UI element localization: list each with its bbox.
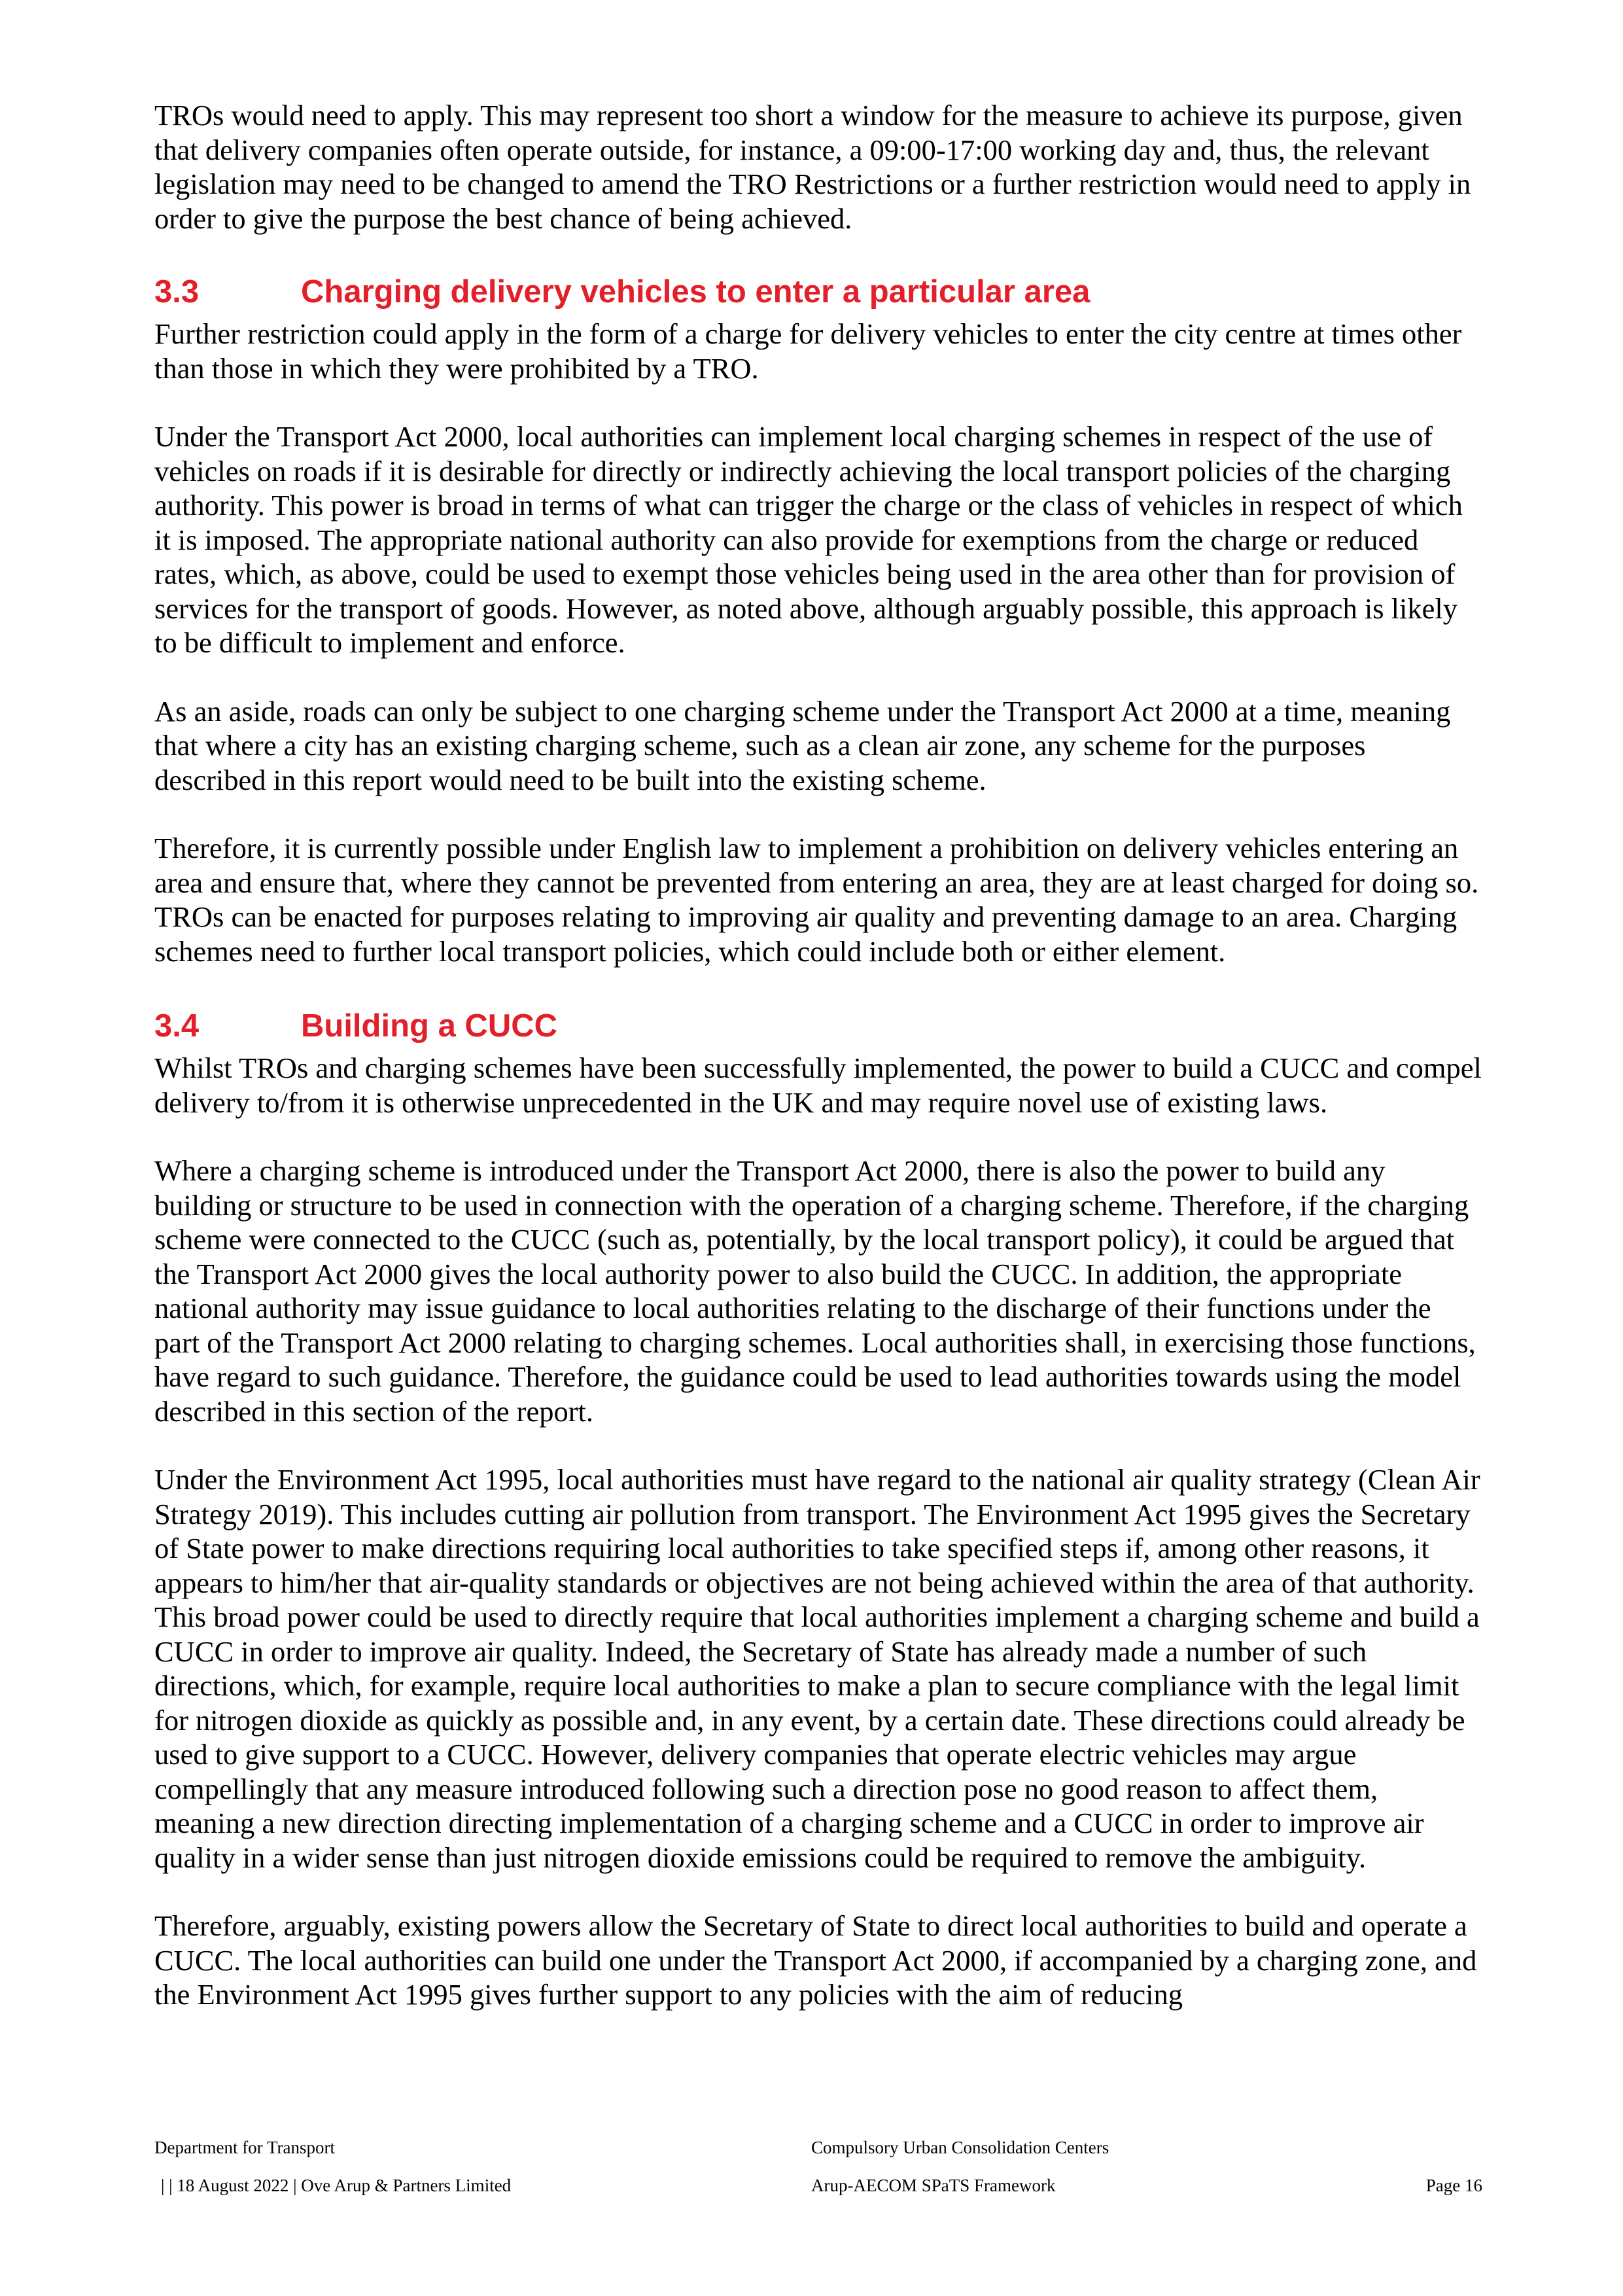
paragraph: Therefore, arguably, existing powers allow the Secretary of State to direct local authorities to build and operate a CUCC. The local authorities can build one under the Transport Act 2000, if accompanied by a charging zone, and the Environment Act 1995 gives further support to any policies with the aim of reducing (154, 1909, 1477, 2011)
footer-row-top (154, 2137, 1482, 2158)
footer-framework: Arup-AECOM SPaTS Framework (811, 2176, 1056, 2195)
paragraph: Whilst TROs and charging schemes have been successfully implemented, the power to build a CUCC and compel delivery to/from it is otherwise unprecedented in the UK and may require novel use of existing laws. (154, 1051, 1482, 1119)
paragraph: Therefore, it is currently possible under English law to implement a prohibition on delivery vehicles entering an area and ensure that, where they cannot be prevented from entering an area, they are at least charged for doing so. TROs can be enacted for purposes relating to improving air quality and preventing damage to an area. Charging schemes need to further local transport policies, which could include both or either element. (154, 832, 1479, 968)
footer-report-title: Compulsory Urban Consolidation Centers (811, 2138, 1109, 2157)
section-heading-3-4 (154, 1006, 1482, 1046)
section-title: Building a CUCC (301, 1008, 557, 1044)
paragraph: Under the Transport Act 2000, local authorities can implement local charging schemes in respect of the use of vehicles on roads if it is desirable for directly or indirectly achieving the local transport policies of the charging authority. This power is broad in terms of what can trigger the charge or the class of vehicles in respect of which it is imposed. The appropriate national authority can also provide for exemptions from the charge or reduced rates, which, as above, could be used to exempt those vehicles being used in the area other than for provision of services for the transport of goods. However, as noted above, although arguably possible, this approach is likely to be difficult to implement and enforce. (154, 420, 1463, 659)
paragraph: Under the Environment Act 1995, local authorities must have regard to the national air quality strategy (Clean Air Strategy 2019). This includes cutting air pollution from transport. The Environment Act 1995 gives the Secretary of State power to make directions requiring local authorities to take specified steps if, among other reasons, it appears to him/her that air-quality standards or objectives are not being achieved within the area of that authority. This broad power could be used to directly require that local authorities implement a charging scheme and build a CUCC in order to improve air quality. Indeed, the Secretary of State has already made a number of such directions, which, for example, require local authorities to make a plan to secure compliance with the legal limit for nitrogen dioxide as quickly as possible and, in any event, by a certain date. These directions could already be used to give support to a CUCC. However, delivery companies that operate electric vehicles may argue compellingly that any measure introduced following such a direction pose no good reason to affect them, meaning a new direction directing implementation of a charging scheme and a CUCC in order to improve air quality in a wider sense than just nitrogen dioxide emissions could be required to remove the ambiguity. (154, 1463, 1480, 1874)
page-footer (154, 2137, 1482, 2196)
page-body (154, 98, 1482, 2046)
footer-page-number: Page 16 (1425, 2176, 1482, 2195)
footer-row-bottom (154, 2175, 1482, 2196)
footer-client: Department for Transport (154, 2138, 335, 2157)
paragraph: TROs would need to apply. This may represent too short a window for the measure to achieve its purpose, given that delivery companies often operate outside, for instance, a 09:00-17:00 working day and, thus, the relevant legislation may need to be changed to amend the TRO Restrictions or a further restriction would need to apply in order to give the purpose the best chance of being achieved. (154, 99, 1471, 235)
paragraph: As an aside, roads can only be subject to one charging scheme under the Transport Act 2000 at a time, meaning that where a city has an existing charging scheme, such as a clean air zone, any scheme for the purposes described in this report would need to be built into the existing scheme. (154, 694, 1451, 796)
section-heading-3-3 (154, 272, 1482, 311)
section-number: 3.4 (154, 1008, 200, 1044)
footer-meta: | | 18 August 2022 | Ove Arup & Partners Limited (161, 2176, 512, 2195)
paragraph: Further restriction could apply in the form of a charge for delivery vehicles to enter the city centre at times other than those in which they were prohibited by a TRO. (154, 317, 1462, 385)
section-number: 3.3 (154, 274, 200, 309)
paragraph: Where a charging scheme is introduced under the Transport Act 2000, there is also the power to build any building or structure to be used in connection with the operation of a charging scheme. Therefore, if the charging scheme were connected to the CUCC (such as, potentially, by the local transport policy), it could be argued that the Transport Act 2000 gives the local authority power to also build the CUCC. In addition, the appropriate national authority may issue guidance to local authorities relating to the discharge of their functions under the part of the Transport Act 2000 relating to charging schemes. Local authorities shall, in exercising those functions, have regard to such guidance. Therefore, the guidance could be used to lead authorities towards using the model described in this section of the report. (154, 1154, 1476, 1428)
section-title: Charging delivery vehicles to enter a particular area (301, 274, 1091, 309)
